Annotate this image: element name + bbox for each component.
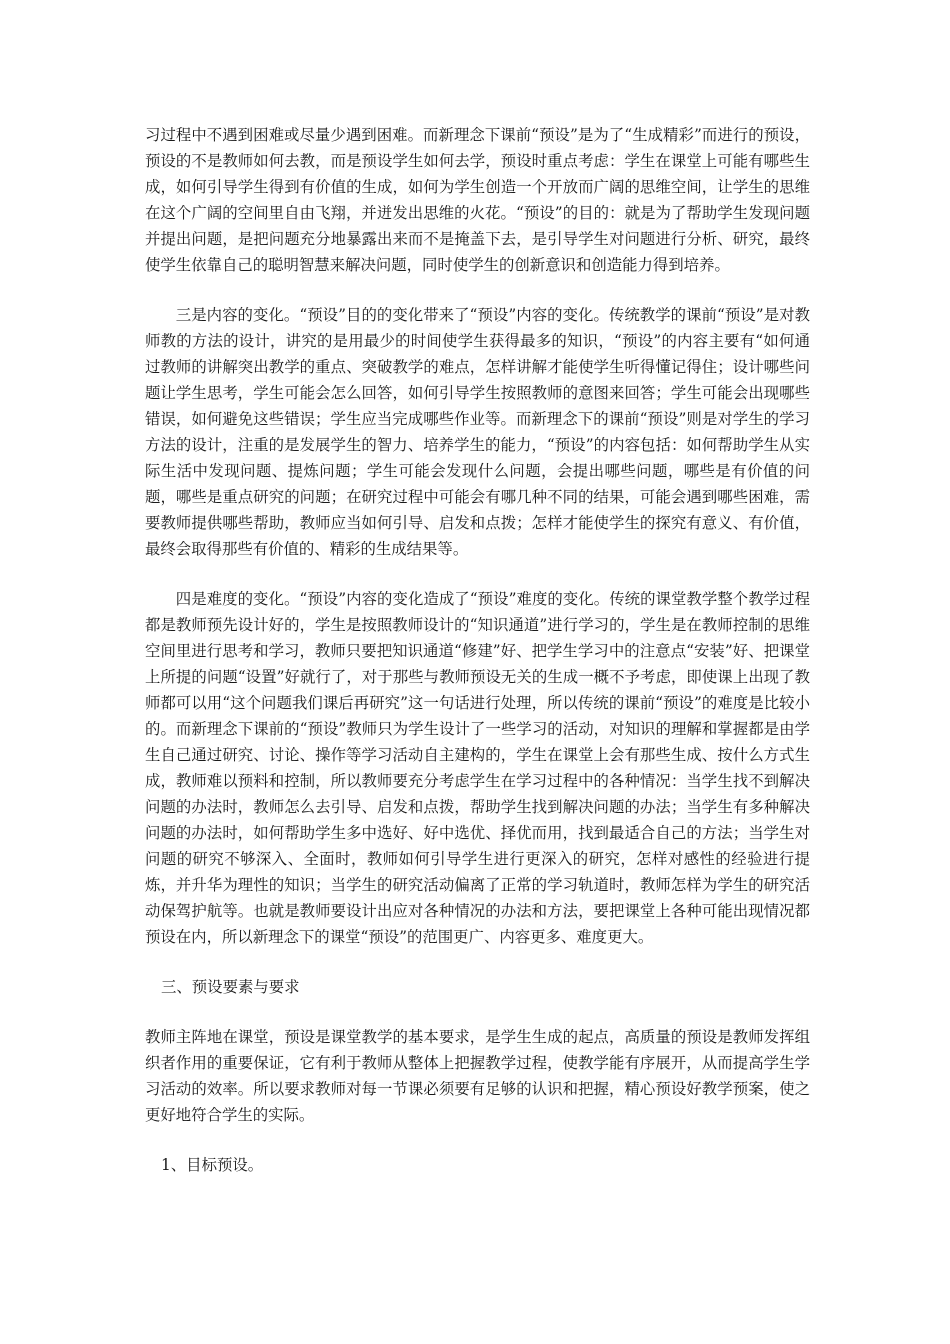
paragraph-gap bbox=[145, 562, 810, 586]
document-body bbox=[145, 122, 810, 1178]
paragraph-difficulty-change: 四是难度的变化。“预设”内容的变化造成了“预设”难度的变化。传统的课堂教学整个教学过程都是教师预先设计好的，学生是按照教师设计的“知识通道”进行学习的，学生是在教师控制的思维空间里进行思考和学习，教师只要把知识通道“修建”好、把学生学习中的注意点“安装”好、把课堂上所提的问题“设置”好就行了，对于那些与教师预设无关的生成一概不予考虑，即使课上出现了教师都可以用“这个问题我们课后再研究”这一句话进行处理，所以传统的课前“预设”的难度是比较小的。而新理念下课前的“预设”教师只为学生设计了一些学习的活动，对知识的理解和掌握都是由学生自己通过研究、讨论、操作等学习活动自主建构的，学生在课堂上会有那些生成、按什么方式生成，教师难以预料和控制，所以教师要充分考虑学生在学习过程中的各种情况：当学生找不到解决问题的办法时，教师怎么去引导、启发和点拨，帮助学生找到解决问题的办法；当学生有多种解决问题的办法时，如何帮助学生多中选好、好中选优、择优而用，找到最适合自己的方法；当学生对问题的研究不够深入、全面时，教师如何引导学生进行更深入的研究，怎样对感性的经验进行提炼，并升华为理性的知识；当学生的研究活动偏离了正常的学习轨道时，教师怎样为学生的研究活动保驾护航等。也就是教师要设计出应对各种情况的办法和方法，要把课堂上各种可能出现情况都预设在内，所以新理念下的课堂“预设”的范围更广、内容更多、难度更大。 bbox=[145, 590, 810, 946]
section-heading: 三、预设要素与要求 bbox=[161, 978, 300, 996]
paragraph-gap bbox=[145, 950, 810, 974]
subsection-heading: 1、目标预设。 bbox=[161, 1156, 264, 1174]
paragraph-gap bbox=[145, 1000, 810, 1024]
paragraph-gap bbox=[145, 1128, 810, 1152]
paragraph-gap bbox=[145, 278, 810, 302]
paragraph-content-change: 三是内容的变化。“预设”目的的变化带来了“预设”内容的变化。传统教学的课前“预设”是对教师教的方法的设计，讲究的是用最少的时间使学生获得最多的知识，“预设”的内容主要有“如何通过教师的讲解突出教学的重点、突破教学的难点，怎样讲解才能使学生听得懂记得住；设计哪些问题让学生思考，学生可能会怎么回答，如何引导学生按照教师的意图来回答；学生可能会出现哪些错误，如何避免这些错误；学生应当完成哪些作业等。而新理念下的课前“预设”则是对学生的学习方法的设计，注重的是发展学生的智力、培养学生的能力，“预设”的内容包括：如何帮助学生从实际生活中发现问题、提炼问题；学生可能会发现什么问题，会提出哪些问题，哪些是有价值的问题，哪些是重点研究的问题；在研究过程中可能会有哪几种不同的结果，可能会遇到哪些困难，需要教师提供哪些帮助，教师应当如何引导、启发和点拨；怎样才能使学生的探究有意义、有价值，最终会取得那些有价值的、精彩的生成结果等。 bbox=[145, 306, 810, 558]
paragraph-requirements: 教师主阵地在课堂，预设是课堂教学的基本要求，是学生生成的起点，高质量的预设是教师发挥组织者作用的重要保证，它有利于教师从整体上把握教学过程，使教学能有序展开，从而提高学生学习活动的效率。所以要求教师对每一节课必须要有足够的认识和把握，精心预设好教学预案，使之更好地符合学生的实际。 bbox=[145, 1028, 810, 1124]
paragraph-goal-change: 习过程中不遇到困难或尽量少遇到困难。而新理念下课前“预设”是为了“生成精彩”而进行的预设，预设的不是教师如何去教，而是预设学生如何去学，预设时重点考虑：学生在课堂上可能有哪些生成，如何引导学生得到有价值的生成，如何为学生创造一个开放而广阔的思维空间，让学生的思维在这个广阔的空间里自由飞翔，并迸发出思维的火花。“预设”的目的：就是为了帮助学生发现问题并提出问题，是把问题充分地暴露出来而不是掩盖下去，是引导学生对问题进行分析、研究，最终使学生依靠自己的聪明智慧来解决问题，同时使学生的创新意识和创造能力得到培养。 bbox=[145, 126, 810, 274]
